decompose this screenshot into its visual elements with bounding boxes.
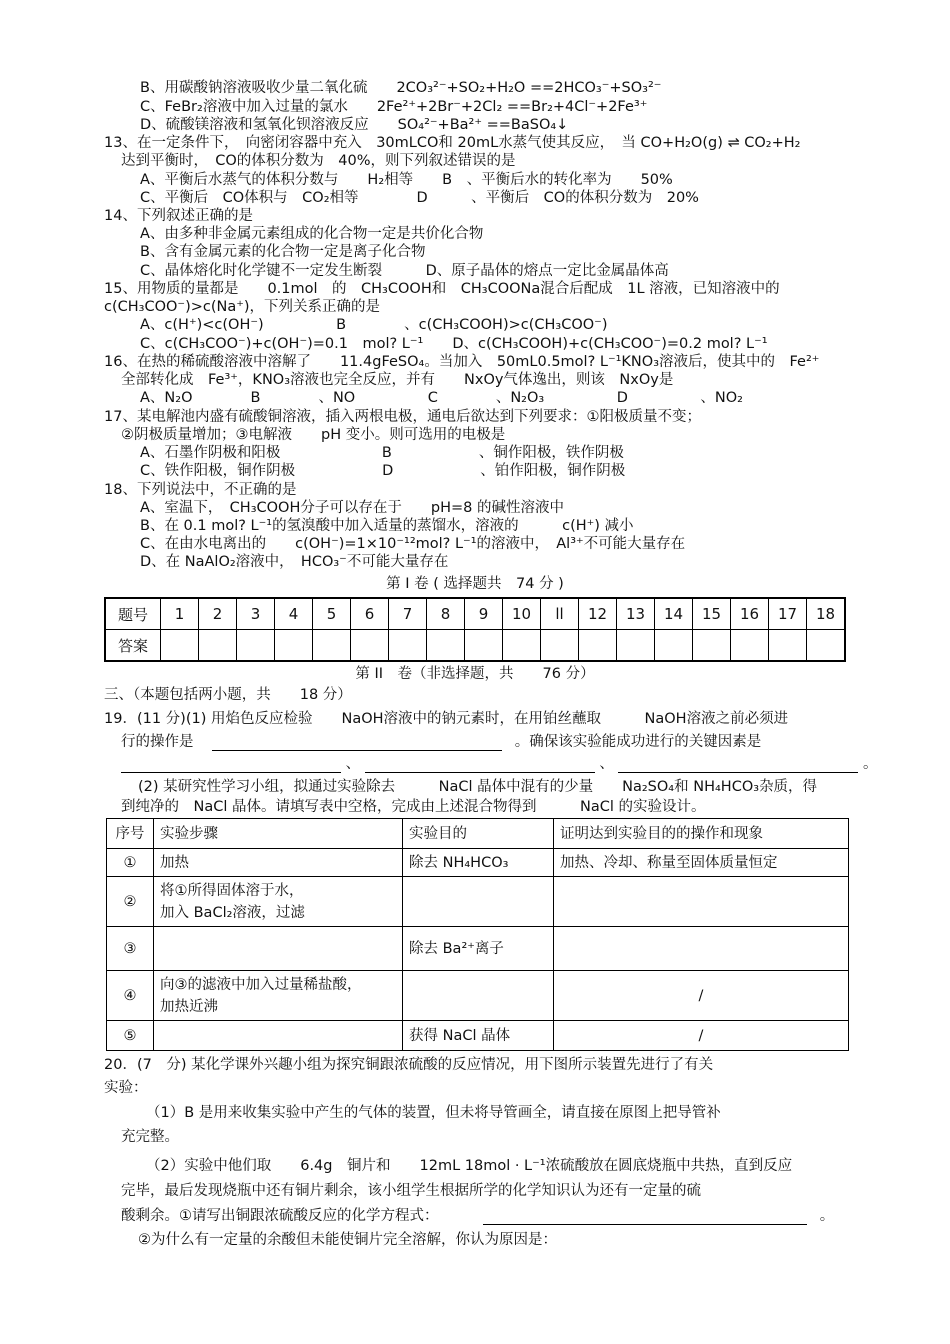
q20-line5: （2）实验中他们取 6.4g 铜片和 12mL 18mol · L⁻¹浓硫酸放在圆底烧瓶中共热，直到反应 — [146, 1158, 793, 1174]
q19-line2-text-a: 行的操作是 — [121, 734, 194, 750]
row-index: ① — [107, 849, 154, 877]
q14-options-cd: C、晶体熔化时化学键不一定发生断裂 D、原子晶体的熔点一定比金属晶体高 — [140, 263, 669, 279]
answer-cell[interactable] — [503, 630, 541, 662]
q20-line3: （1）B 是用来收集实验中产生的气体的装置，但未将导管画全，请直接在原图上把导管补 — [146, 1105, 721, 1121]
part3-title: 三、（本题包括两小题，共 18 分） — [104, 687, 352, 703]
row-purpose: 除去 NH₄HCO₃ — [403, 849, 554, 877]
question-number: 16 — [731, 598, 769, 630]
row-evidence-blank[interactable] — [554, 927, 849, 971]
q19-part2-line2: 到纯净的 NaCl 晶体。请填写表中空格，完成由上述混合物得到 NaCl 的实验设计。 — [121, 799, 706, 815]
question-number: 7 — [389, 598, 427, 630]
answer-cell[interactable] — [427, 630, 465, 662]
q16-stem-cont: 全部转化成 Fe³⁺，KNO₃溶液也完全反应，并有 NxOy气体逸出，则该 NxOy是 — [121, 372, 674, 388]
question-number: ll — [541, 598, 579, 630]
answer-table-number-row — [105, 598, 845, 630]
q16-options: A、N₂O B 、NO C 、N₂O₃ D 、NO₂ — [140, 390, 743, 406]
q12-option-c: C、FeBr₂溶液中加入过量的氯水 2Fe²⁺+2Br⁻+2Cl₂ ==Br₂+4Cl⁻+2Fe³⁺ — [140, 99, 648, 115]
question-number: 15 — [693, 598, 731, 630]
row-step: 加热 — [154, 849, 403, 877]
row-purpose: 获得 NaCl 晶体 — [403, 1021, 554, 1051]
question-number: 4 — [275, 598, 313, 630]
q13-options-cd: C、平衡后 CO体积与 CO₂相等 D 、平衡后 CO的体积分数为 20% — [140, 190, 699, 206]
answer-cell[interactable] — [161, 630, 199, 662]
table-row — [107, 927, 849, 971]
row-evidence: / — [554, 1021, 849, 1051]
answer-blank[interactable] — [618, 758, 858, 773]
row-purpose-blank[interactable] — [403, 877, 554, 927]
question-number: 18 — [807, 598, 846, 630]
blank-separator: 、 — [599, 756, 614, 772]
answer-table-answer-row — [105, 630, 845, 662]
q20-line2: 实验： — [104, 1080, 148, 1096]
row-purpose: 除去 Ba²⁺离子 — [403, 927, 554, 971]
q13-stem: 13、在一定条件下， 向密闭容器中充入 30mLCO和 20mL水蒸气使其反应， 当 CO+H₂O(g) ⇌ CO₂+H₂ — [104, 135, 801, 151]
answer-cell[interactable] — [617, 630, 655, 662]
blank-end: 。 — [863, 756, 878, 772]
q15-stem: 15、用物质的量都是 0.1mol 的 CH₃COOH和 CH₃COONa混合后配成 1L 溶液，已知溶液中的 — [104, 281, 780, 297]
answer-table — [104, 597, 846, 662]
q20-line6: 完毕，最后发现烧瓶中还有铜片剩余，该小组学生根据所学的化学知识认为还有一定量的硫 — [121, 1183, 701, 1199]
answer-cell[interactable] — [237, 630, 275, 662]
question-number: 12 — [579, 598, 617, 630]
header-purpose: 实验目的 — [403, 819, 554, 849]
row-index: ④ — [107, 971, 154, 1021]
answer-cell[interactable] — [465, 630, 503, 662]
answer-blank[interactable] — [121, 758, 341, 773]
q19-part1-line3 — [121, 755, 878, 773]
row-index: ⑤ — [107, 1021, 154, 1051]
section2-title: 第 II 卷（非选择题，共 76 分） — [355, 666, 595, 682]
q20-line7-end: 。 — [819, 1208, 835, 1224]
q15-options-cd: C、c(CH₃COO⁻)+c(OH⁻)=0.1 mol? L⁻¹ D、c(CH₃COOH)+c(CH₃COO⁻)=0.2 mol? L⁻¹ — [140, 336, 768, 352]
q17-stem: 17、某电解池内盛有硫酸铜溶液，插入两根电极，通电后欲达到下列要求：①阳极质量不变； — [104, 409, 701, 425]
answer-cell[interactable] — [731, 630, 769, 662]
answer-cell[interactable] — [389, 630, 427, 662]
section1-title: 第 I 卷 ( 选择题共 74 分 ) — [386, 576, 564, 592]
answer-blank[interactable] — [365, 758, 595, 773]
answer-cell[interactable] — [579, 630, 617, 662]
answer-cell[interactable] — [769, 630, 807, 662]
row-index: ③ — [107, 927, 154, 971]
q17-options-cd: C、铁作阳极，铜作阴极 D 、铂作阳极，铜作阴极 — [140, 463, 626, 479]
q20-line7-text: 酸剩余。①请写出铜跟浓硫酸反应的化学方程式： — [121, 1208, 439, 1224]
question-number: 13 — [617, 598, 655, 630]
answer-blank[interactable] — [483, 1210, 807, 1225]
question-number: 3 — [237, 598, 275, 630]
q19-line2-text-b: 。确保该实验能成功进行的关键因素是 — [514, 734, 762, 750]
row-evidence: / — [554, 971, 849, 1021]
blank-separator: 、 — [345, 756, 361, 772]
q18-option-c: C、在由水电离出的 c(OH⁻)=1×10⁻¹²mol? L⁻¹的溶液中， Al³⁺不可能大量存在 — [140, 536, 686, 552]
table-row — [107, 849, 849, 877]
experiment-table — [106, 818, 849, 1051]
answer-table-answer-label: 答案 — [105, 630, 161, 662]
row-step: 将①所得固体溶于水， 加入 BaCl₂溶液，过滤 — [154, 877, 403, 927]
answer-cell[interactable] — [313, 630, 351, 662]
q18-option-d: D、在 NaAlO₂溶液中， HCO₃⁻不可能大量存在 — [140, 554, 449, 570]
q20-line1: 20．(7 分) 某化学课外兴趣小组为探究铜跟浓硫酸的反应情况，用下图所示装置先进行了有关 — [104, 1057, 714, 1073]
answer-blank[interactable] — [212, 736, 502, 751]
answer-cell[interactable] — [199, 630, 237, 662]
q13-options-ab: A、平衡后水蒸气的体积分数与 H₂相等 B 、平衡后水的转化率为 50% — [140, 172, 673, 188]
question-number: 6 — [351, 598, 389, 630]
header-step: 实验步骤 — [154, 819, 403, 849]
row-step-blank[interactable] — [154, 1021, 403, 1051]
q20-line7 — [121, 1207, 834, 1225]
q15-options-ab: A、c(H⁺)<c(OH⁻) B 、c(CH₃COOH)>c(CH₃COO⁻) — [140, 317, 608, 333]
q14-option-a: A、由多种非金属元素组成的化合物一定是共价化合物 — [140, 226, 484, 242]
q12-option-d: D、硫酸镁溶液和氢氧化钡溶液反应 SO₄²⁻+Ba²⁺ ==BaSO₄↓ — [140, 117, 569, 133]
question-number: 10 — [503, 598, 541, 630]
q18-option-b: B、在 0.1 mol? L⁻¹的氢溴酸中加入适量的蒸馏水，溶液的 c(H⁺) 减小 — [140, 518, 634, 534]
answer-cell[interactable] — [807, 630, 846, 662]
row-evidence: 加热、冷却、称量至固体质量恒定 — [554, 849, 849, 877]
q18-stem: 18、下列说法中，不正确的是 — [104, 482, 297, 498]
q12-option-b: B、用碳酸钠溶液吸收少量二氧化硫 2CO₃²⁻+SO₂+H₂O ==2HCO₃⁻+SO₃²⁻ — [140, 80, 662, 96]
answer-cell[interactable] — [655, 630, 693, 662]
row-step: 向③的滤液中加入过量稀盐酸， 加热近沸 — [154, 971, 403, 1021]
answer-table-number-label: 题号 — [105, 598, 161, 630]
row-evidence-blank[interactable] — [554, 877, 849, 927]
answer-cell[interactable] — [541, 630, 579, 662]
q14-option-b: B、含有金属元素的化合物一定是离子化合物 — [140, 244, 426, 260]
answer-cell[interactable] — [693, 630, 731, 662]
q17-options-ab: A、石墨作阴极和阳极 B 、铜作阳极，铁作阴极 — [140, 445, 624, 461]
row-purpose-blank[interactable] — [403, 971, 554, 1021]
q18-option-a: A、室温下， CH₃COOH分子可以存在于 pH=8 的碱性溶液中 — [140, 500, 564, 516]
row-step-blank[interactable] — [154, 927, 403, 971]
header-index: 序号 — [107, 819, 154, 849]
question-number: 8 — [427, 598, 465, 630]
experiment-table-header — [107, 819, 849, 849]
q20-line4: 充完整。 — [121, 1129, 179, 1145]
q13-stem-cont: 达到平衡时， CO的体积分数为 40%，则下列叙述错误的是 — [121, 153, 516, 169]
q19-part1-line1: 19．(11 分)(1) 用焰色反应检验 NaOH溶液中的钠元素时，在用铂丝蘸取 NaOH溶液之前必须进 — [104, 711, 789, 727]
q20-line8: ②为什么有一定量的余酸但未能使铜片完全溶解，你认为原因是： — [138, 1232, 557, 1248]
q17-stem-cont: ②阴极质量增加；③电解液 pH 变小。则可选用的电极是 — [121, 427, 506, 443]
question-number: 14 — [655, 598, 693, 630]
q19-part1-line2 — [121, 733, 761, 751]
table-row — [107, 1021, 849, 1051]
answer-cell[interactable] — [351, 630, 389, 662]
table-row — [107, 971, 849, 1021]
question-number: 5 — [313, 598, 351, 630]
table-row — [107, 877, 849, 927]
header-evidence: 证明达到实验目的的操作和现象 — [554, 819, 849, 849]
question-number: 2 — [199, 598, 237, 630]
row-index: ② — [107, 877, 154, 927]
q19-part2-line1: (2) 某研究性学习小组，拟通过实验除去 NaCl 晶体中混有的少量 Na₂SO₄和 NH₄HCO₃杂质，得 — [138, 779, 818, 795]
q15-stem-cont: c(CH₃COO⁻)>c(Na⁺)，下列关系正确的是 — [104, 299, 381, 315]
question-number: 9 — [465, 598, 503, 630]
answer-cell[interactable] — [275, 630, 313, 662]
q14-stem: 14、下列叙述正确的是 — [104, 208, 253, 224]
q16-stem: 16、在热的稀硫酸溶液中溶解了 11.4gFeSO₄。当加入 50mL0.5mol? L⁻¹KNO₃溶液后，使其中的 Fe²⁺ — [104, 354, 820, 370]
question-number: 17 — [769, 598, 807, 630]
question-number: 1 — [161, 598, 199, 630]
